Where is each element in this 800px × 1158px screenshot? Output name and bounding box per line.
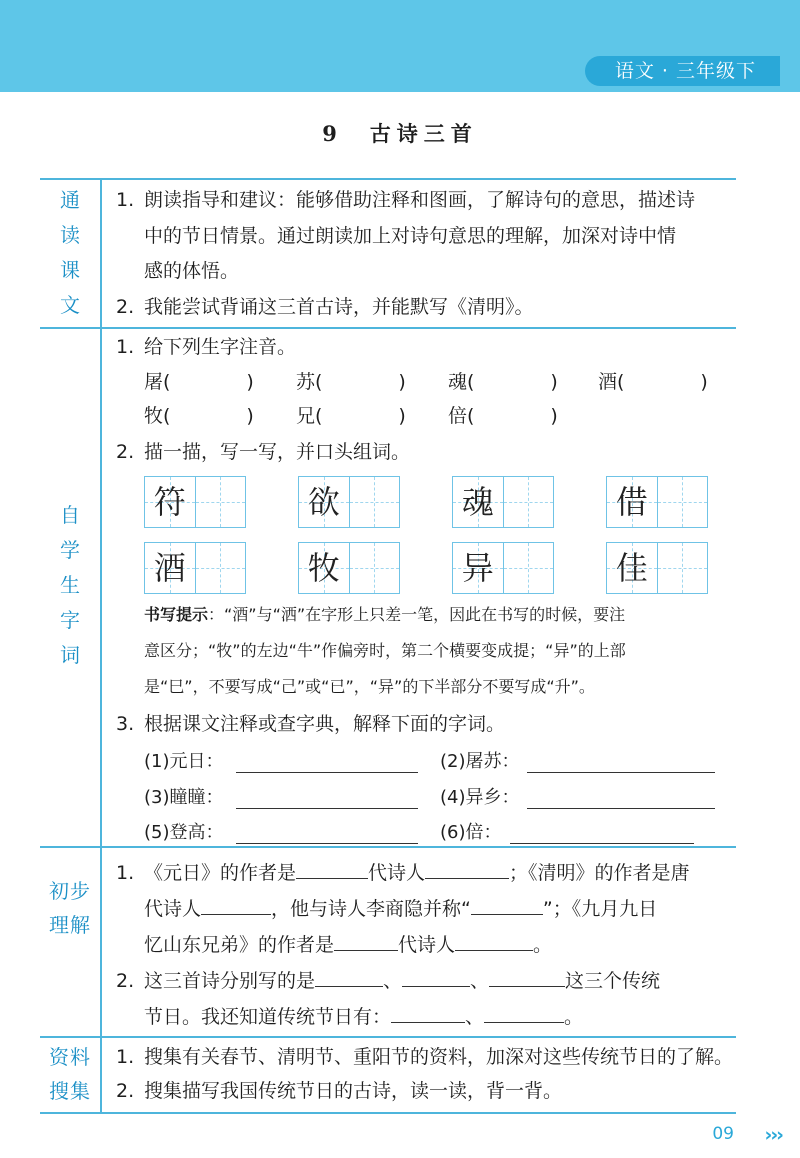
page-number: 09 [712,1124,734,1144]
pinyin-blank[interactable]: 酒( ) [598,371,708,393]
s2-item2: 2. 描一描，写一写，并口头组词。 [116,441,411,463]
grid-cell-empty[interactable] [504,477,554,527]
grid-cell-model: 符 [145,477,196,527]
column-divider [100,178,102,1114]
pinyin-blank[interactable]: 兄( ) [296,405,406,427]
rule-bottom [40,1112,736,1114]
answer-blank[interactable] [484,1004,564,1023]
writing-tip-line2: 意区分；“牧”的左边“牛”作偏旁时，第二个横要变成提；“异”的上部 [144,641,626,660]
section-label-selfstudy: 自 学 生 字 词 [60,503,80,667]
writing-grid [452,476,554,528]
grid-cell-model: 欲 [299,477,350,527]
answer-line[interactable] [527,754,715,773]
writing-grid [606,542,708,594]
answer-line[interactable] [236,754,418,773]
writing-tip-line3: 是“巳”，不要写成“己”或“已”，“异”的下半部分不要写成“升”。 [144,677,595,696]
rule-1 [40,327,736,329]
section-label-read: 通 读 课 文 [60,188,80,317]
answer-blank[interactable] [455,932,533,951]
answer-blank[interactable] [471,896,543,915]
grid-cell-empty[interactable] [504,543,554,593]
grid-cell-model: 佳 [607,543,658,593]
answer-blank[interactable] [425,860,509,879]
s1-item1-line3: 感的体悟。 [144,260,240,282]
answer-blank[interactable] [489,968,565,987]
writing-grid [144,476,246,528]
writing-tip-line1: 书写提示：“酒”与“洒”在字形上只差一笔，因此在书写的时候，要注 [144,605,626,624]
section-label-understand: 初步 理解 [49,879,91,937]
s3-item1-line2: 代诗人 ，他与诗人李商隐并称“ ”；《九月九日 [144,898,658,920]
writing-grid [144,542,246,594]
definition-item: (2)屠苏： [440,751,520,772]
pinyin-blank[interactable]: 苏( ) [296,371,406,393]
answer-line[interactable] [236,790,418,809]
definition-item: (4)异乡： [440,787,520,808]
grid-cell-model: 酒 [145,543,196,593]
s1-item1-line1: 1. 朗读指导和建议：能够借助注释和图画，了解诗句的意思，描述诗 [116,189,696,211]
grid-cell-empty[interactable] [196,543,246,593]
writing-grid [606,476,708,528]
rule-3 [40,1036,736,1038]
s3-item1-line3: 忆山东兄弟》的作者是 代诗人 。 [144,934,553,956]
definition-item: (5)登高： [144,822,224,843]
answer-line[interactable] [527,790,715,809]
rule-2 [40,846,736,848]
s2-item3: 3. 根据课文注释或查字典，解释下面的字词。 [116,713,506,735]
answer-blank[interactable] [201,896,271,915]
definition-item: (3)瞳瞳： [144,787,224,808]
writing-grid [298,542,400,594]
answer-line[interactable] [510,825,694,844]
grid-cell-model: 牧 [299,543,350,593]
writing-grid [298,476,400,528]
grid-cell-empty[interactable] [658,543,708,593]
s3-item2-line2: 节日。我还知道传统节日有： 、 。 [144,1006,584,1028]
section-label-collect: 资料 搜集 [49,1045,91,1103]
grid-cell-empty[interactable] [350,543,400,593]
grid-cell-empty[interactable] [350,477,400,527]
grid-cell-empty[interactable] [658,477,708,527]
grid-cell-empty[interactable] [196,477,246,527]
answer-blank[interactable] [296,860,368,879]
writing-grid [452,542,554,594]
answer-blank[interactable] [391,1004,465,1023]
definition-item: (1)元日： [144,751,224,772]
definition-item: (6)倍： [440,822,502,843]
lesson-title: 9 古诗三首 [322,121,478,146]
pinyin-blank[interactable]: 倍( ) [448,405,558,427]
answer-blank[interactable] [402,968,470,987]
pinyin-blank[interactable]: 屠( ) [144,371,254,393]
next-arrows-icon: ››› [764,1124,782,1146]
answer-blank[interactable] [334,932,398,951]
pinyin-blank[interactable]: 牧( ) [144,405,254,427]
answer-blank[interactable] [315,968,383,987]
s3-item1-line1: 1. 《元日》的作者是 代诗人 ；《清明》的作者是唐 [116,862,690,884]
grid-cell-model: 魂 [453,477,504,527]
s1-item1-line2: 中的节日情景。通过朗读加上对诗句意思的理解，加深对诗中情 [144,225,677,247]
header-band [0,0,800,92]
s1-item2: 2. 我能尝试背诵这三首古诗，并能默写《清明》。 [116,296,534,318]
s4-item1: 1. 搜集有关春节、清明节、重阳节的资料，加深对这些传统节日的了解。 [116,1046,734,1068]
subject-grade-tag: 语文 · 三年级下 [585,56,780,86]
rule-top [40,178,736,180]
answer-line[interactable] [236,825,418,844]
s3-item2-line1: 2. 这三首诗分别写的是 、 、 这三个传统 [116,970,661,992]
s4-item2: 2. 搜集描写我国传统节日的古诗，读一读，背一背。 [116,1080,563,1102]
s2-item1: 1. 给下列生字注音。 [116,336,297,358]
pinyin-blank[interactable]: 魂( ) [448,371,558,393]
grid-cell-model: 借 [607,477,658,527]
grid-cell-model: 异 [453,543,504,593]
